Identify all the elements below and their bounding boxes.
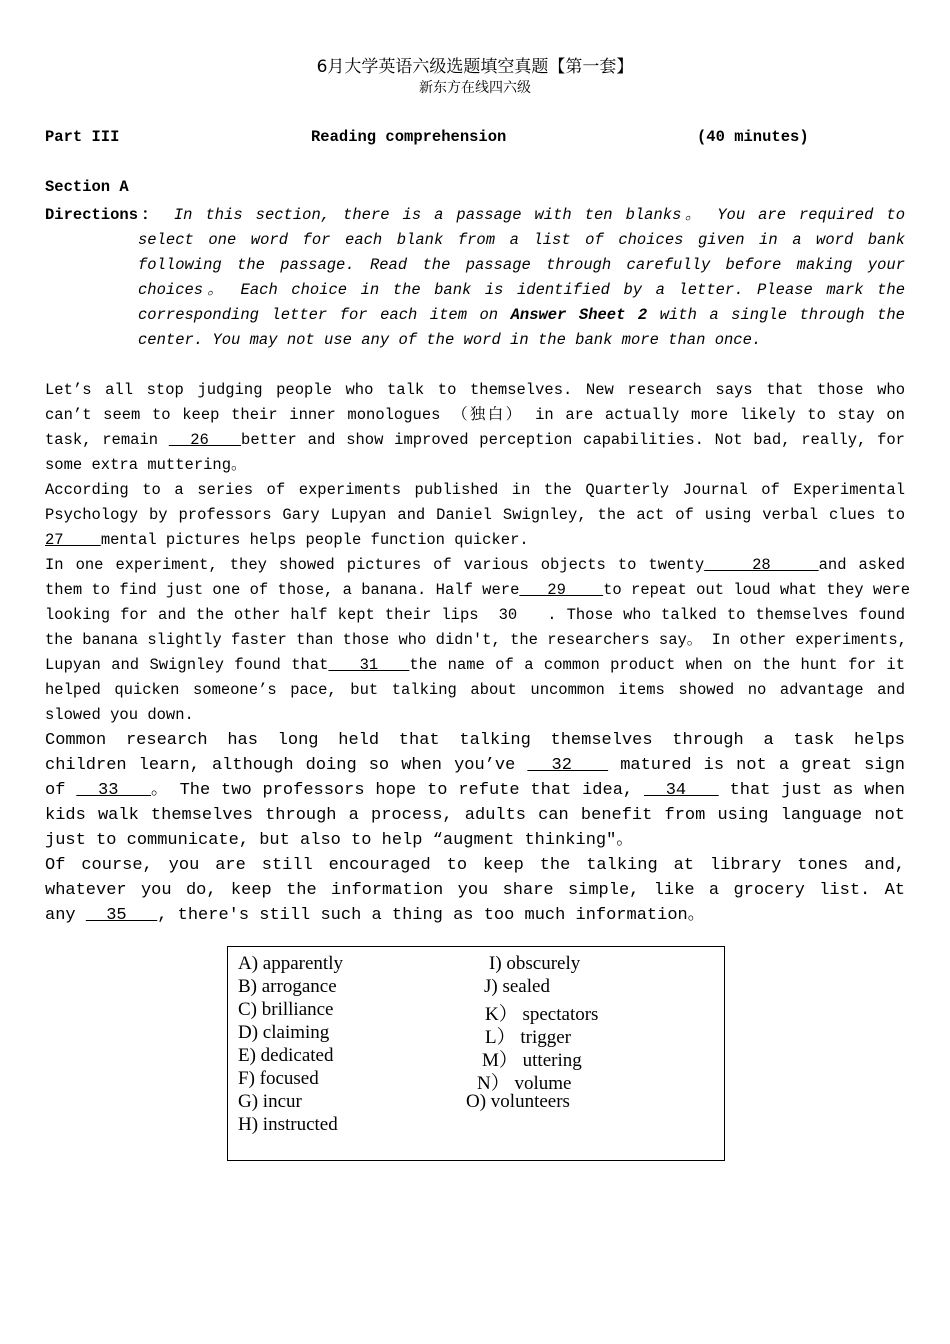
blank-27[interactable]: 27 [45,531,101,549]
directions-line-4: choices。 Each choice in the bank is identified by a letter. Please mark the [138,281,905,299]
part-time: (40 minutes) [697,128,809,146]
passage-line: Let’s all stop judging people who talk to themselves. New research says that those who [45,381,905,399]
passage-line: Psychology by professors Gary Lupyan and Daniel Swignley, the act of using verbal clues to [45,506,905,524]
passage-text: any [45,906,86,925]
passage-text: them to find just one of those, a banana. Half were [45,581,520,599]
passage-line: some extra muttering。 [45,456,247,474]
passage-line [45,753,905,778]
directions-line-3: following the passage. Read the passage through carefully before making your [138,256,905,274]
passage-text: children learn, although doing so when you’ve [45,756,528,775]
passage-text: 。 The two professors hope to refute that idea, [151,781,644,800]
passage-line: Common research has long held that talking themselves through a task helps [45,731,905,750]
directions-text-5b: with a single through the [647,306,905,324]
part-label: Part III [45,128,120,146]
section-heading: Section A [45,178,129,196]
word-bank-option: B) arrogance [238,976,337,997]
word-bank-option: C) brilliance [238,999,334,1020]
passage-text: that just as when [718,781,906,800]
word-bank-option: G) incur [238,1091,302,1112]
passage-text: to repeat out loud what they were [603,581,911,599]
passage-line: slowed you down. [45,706,194,724]
passage-line: Of course, you are still encouraged to keep the talking at library tones and, [45,856,905,875]
blank-26[interactable]: 26 [168,431,242,449]
passage-line [45,428,905,453]
passage-text: matured is not a great sign [608,756,905,775]
word-bank-option: F) focused [238,1068,319,1089]
passage-line [45,553,905,578]
passage-text: better and show improved perception capabilities. Not bad, really, for [241,431,905,449]
passage-text: looking for and the other half kept their lips [45,606,489,624]
blank-33[interactable]: 33 [76,781,152,800]
page-subtitle: 新东方在线四六级 [419,80,531,96]
passage-line [45,603,905,628]
blank-31[interactable]: 31 [328,656,410,674]
passage-text: Lupyan and Swignley found that [45,656,329,674]
part-heading [45,128,905,148]
word-bank-option: M） uttering [482,1050,582,1071]
directions-line-6: center. You may not use any of the word in the bank more than once. [138,331,762,349]
word-bank [227,946,725,1161]
passage-line [45,653,905,678]
word-bank-option: L） trigger [485,1027,572,1048]
passage-text: the name of a common product when on the hunt for it [409,656,906,674]
answer-sheet-ref: Answer Sheet 2 [510,306,648,324]
word-bank-option: N） volume [477,1073,572,1094]
directions-text-5a: corresponding letter for each item on [138,306,511,324]
word-bank-option: D) claiming [238,1022,330,1043]
word-bank-option: I) obscurely [489,953,581,974]
passage-text: mental pictures helps people function quicker. [100,531,529,549]
passage-text: , there's still such a thing as too much information。 [157,906,705,925]
passage-line: can’t seem to keep their inner monologues （独白） in are actually more likely to stay on [45,406,905,424]
word-bank-option: J) sealed [484,976,550,997]
part-name: Reading comprehension [311,128,507,146]
word-bank-option: K） spectators [485,1004,599,1025]
passage-line: kids walk themselves through a process, adults can benefit from using language not [45,806,905,825]
directions-line-1 [45,203,905,228]
passage-line: According to a series of experiments published in the Quarterly Journal of Experimental [45,481,905,499]
passage-line: helped quicken someone’s pace, but talking about uncommon items showed no advantage and [45,681,905,699]
blank-30[interactable]: 30 [488,606,538,624]
word-bank-option: H) instructed [238,1114,338,1135]
passage-line: just to communicate, but also to help “augment thinking"。 [45,831,634,850]
word-bank-option: A) apparently [238,953,343,974]
passage-text: and asked [818,556,905,574]
passage-line [45,528,905,553]
directions-line-5 [138,303,905,328]
directions-line-2: select one word for each blank from a list of choices given in a word bank [138,231,905,249]
page-title: 6月大学英语六级选题填空真题【第一套】 [316,57,634,77]
blank-32[interactable]: 32 [527,756,609,775]
passage-line [45,778,905,803]
blank-29[interactable]: 29 [519,581,604,599]
passage-line [45,903,905,928]
word-bank-option: O) volunteers [466,1091,570,1112]
directions-text-1: In this section, there is a passage with ten blanks。 You are required to [173,206,905,224]
passage-text: . Those who talked to themselves found [537,606,906,624]
word-bank-option: E) dedicated [238,1045,334,1066]
passage-text: task, remain [45,431,169,449]
blank-28[interactable]: 28 [704,556,819,574]
blank-34[interactable]: 34 [643,781,719,800]
passage-text: In one experiment, they showed pictures of various objects to twenty [45,556,705,574]
passage-text: of [45,781,77,800]
directions-label: Directions： [45,206,161,224]
blank-35[interactable]: 35 [85,906,158,925]
passage-line [45,578,911,603]
passage-line: the banana slightly faster than those who didn't, the researchers say。 In other experiments, [45,631,907,649]
passage-line: whatever you do, keep the information you share simple, like a grocery list. At [45,881,905,900]
